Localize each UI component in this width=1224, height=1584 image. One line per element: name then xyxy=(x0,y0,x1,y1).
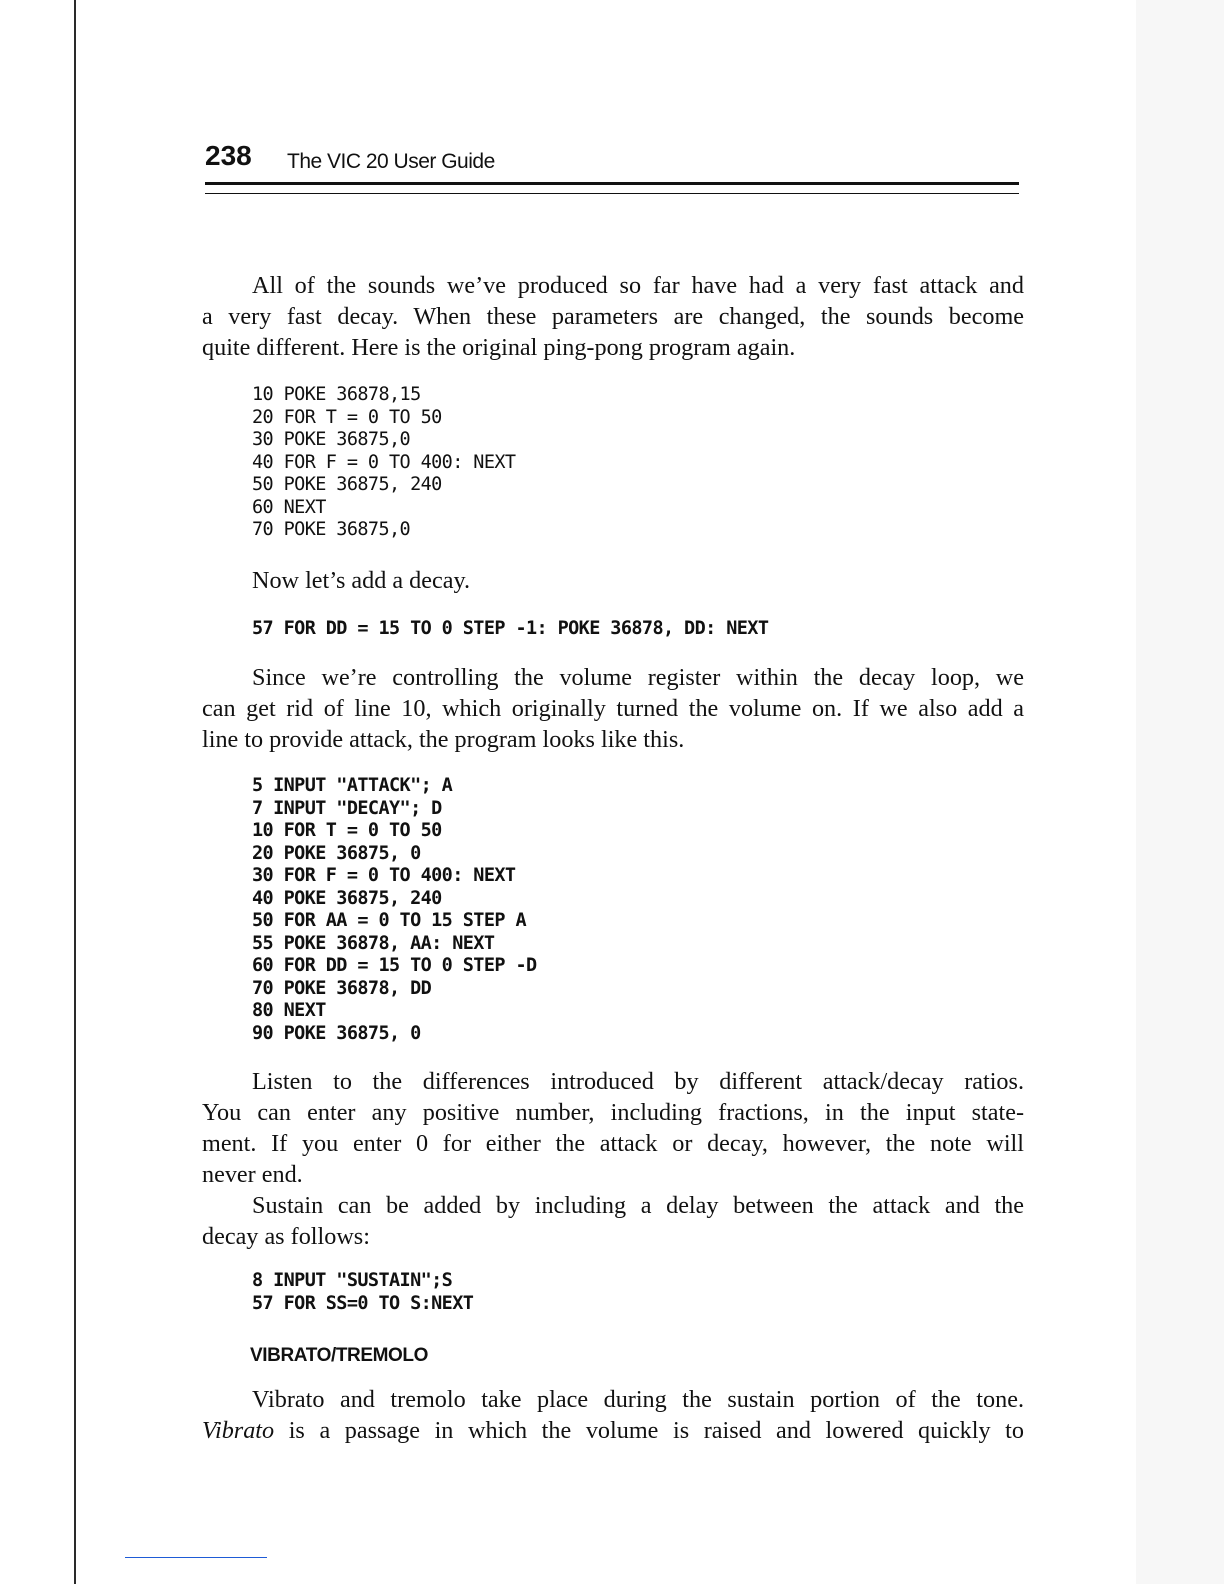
code-line: 80 NEXT xyxy=(252,1000,326,1021)
code-line: 90 POKE 36875, 0 xyxy=(252,1022,421,1044)
code-listing-ping-pong xyxy=(252,384,515,542)
text-line: Sustain can be added by including a delay between the attack and the xyxy=(252,1192,1024,1219)
code-line: 50 POKE 36875, 240 xyxy=(252,474,442,495)
paragraph-listen xyxy=(202,1066,1024,1190)
running-head: The VIC 20 User Guide xyxy=(287,150,495,173)
scan-edge-right xyxy=(1136,0,1224,1584)
text-line: All of the sounds we’ve produced so far have had a very fast attack and xyxy=(252,272,1024,299)
code-line: 70 POKE 36878, DD xyxy=(252,977,432,999)
paragraph-add-decay xyxy=(202,565,1024,596)
code-listing-attack-decay xyxy=(252,775,537,1045)
text-line: decay as follows: xyxy=(202,1223,370,1250)
text-line: Listen to the differences introduced by different attack/decay ratios. xyxy=(252,1068,1024,1095)
text-fragment: is a passage in which the volume is raised and lowered quickly to xyxy=(274,1417,1024,1444)
paragraph-intro xyxy=(202,270,1024,363)
code-line: 30 POKE 36875,0 xyxy=(252,429,411,450)
code-line: 40 POKE 36875, 240 xyxy=(252,887,442,909)
text-line xyxy=(202,1415,1024,1446)
header-rule-thick xyxy=(205,182,1019,185)
code-line: 57 FOR SS=0 TO S:NEXT xyxy=(252,1292,474,1314)
text-line: ment. If you enter 0 for either the attack or decay, however, the note will xyxy=(202,1130,1024,1157)
emphasis-term: Vibrato xyxy=(202,1417,275,1444)
code-line: 8 INPUT "SUSTAIN";S xyxy=(252,1270,453,1291)
code-line: 57 FOR DD = 15 TO 0 STEP -1: POKE 36878, DD: NEXT xyxy=(252,618,769,639)
code-line: 40 FOR F = 0 TO 400: NEXT xyxy=(252,451,516,473)
scan-edge-left xyxy=(74,0,76,1584)
text-line: You can enter any positive number, including fractions, in the input state- xyxy=(202,1099,1024,1126)
text-line: a very fast decay. When these parameters are changed, the sounds become xyxy=(202,303,1024,330)
code-listing-decay-line xyxy=(252,618,768,641)
code-line: 10 FOR T = 0 TO 50 xyxy=(252,820,442,841)
header-rule-thin xyxy=(205,193,1019,194)
text-line: Vibrato and tremolo take place during the sustain portion of the tone. xyxy=(252,1386,1024,1413)
code-line: 10 POKE 36878,15 xyxy=(252,384,421,405)
code-listing-sustain xyxy=(252,1270,473,1315)
code-line: 7 INPUT "DECAY"; D xyxy=(252,797,442,819)
code-line: 50 FOR AA = 0 TO 15 STEP A xyxy=(252,910,526,931)
footer-rule xyxy=(125,1557,267,1558)
code-line: 20 POKE 36875, 0 xyxy=(252,842,421,864)
text-line: line to provide attack, the program looks like this. xyxy=(202,726,685,753)
page-number: 238 xyxy=(205,140,252,171)
code-line: 60 FOR DD = 15 TO 0 STEP -D xyxy=(252,955,537,976)
text-line: quite different. Here is the original ping-pong program again. xyxy=(202,334,796,361)
text-line: Since we’re controlling the volume register within the decay loop, we xyxy=(252,664,1024,691)
code-line: 30 FOR F = 0 TO 400: NEXT xyxy=(252,865,516,886)
section-heading: VIBRATO/TREMOLO xyxy=(250,1345,429,1366)
text-line: never end. xyxy=(202,1161,303,1188)
text-line: can get rid of line 10, which originally turned the volume on. If we also add a xyxy=(202,695,1024,722)
code-line: 5 INPUT "ATTACK"; A xyxy=(252,775,453,796)
code-line: 70 POKE 36875,0 xyxy=(252,519,411,540)
page-header xyxy=(205,140,1019,180)
text-line: Now let’s add a decay. xyxy=(252,567,471,594)
code-line: 20 FOR T = 0 TO 50 xyxy=(252,406,442,428)
paragraph-vibrato xyxy=(202,1384,1024,1446)
code-line: 55 POKE 36878, AA: NEXT xyxy=(252,932,495,954)
paragraph-volume-register xyxy=(202,662,1024,755)
paragraph-sustain xyxy=(202,1190,1024,1252)
code-line: 60 NEXT xyxy=(252,496,326,518)
